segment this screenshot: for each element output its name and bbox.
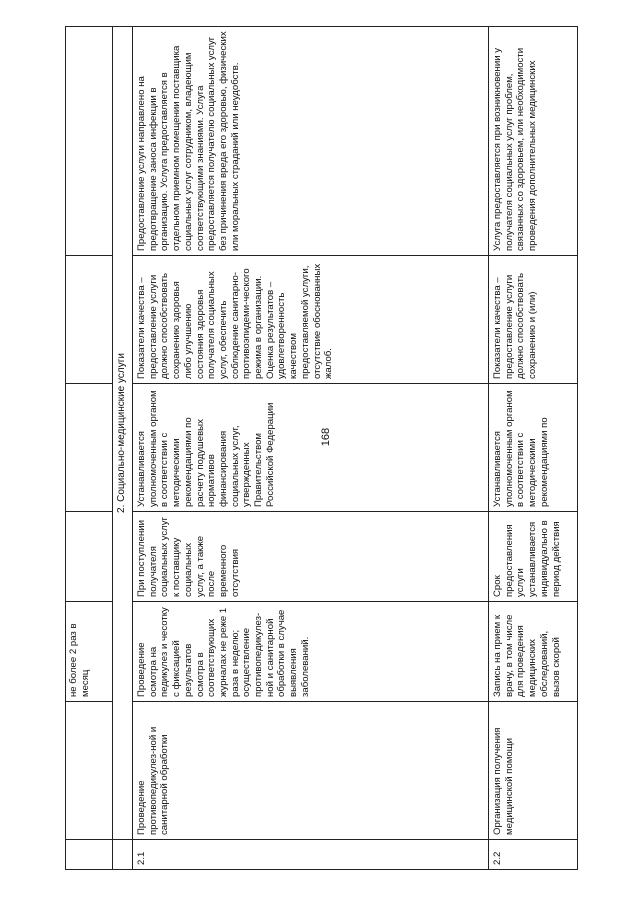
services-table: [65, 26, 578, 870]
row-quality: Показатели качества – предоставление услуги должно способствовать сохранению здоровья либо улучшению состояния здоровья получателя социальных услуг, обеспечить соблюдение санитарно-противоэпидеми-ческого режима в организации. Оценка результатов – удовлетворенность качеством предоставляемой услуги, отсутствие обоснованных жалоб.: [133, 256, 489, 384]
row-service-name: Проведение противопедикулез-ной и санитарной обработки: [133, 702, 489, 840]
row-description: Проведение осмотра на педикулез и чесотку с фиксацией результатов осмотра в соответствующих журналах не реже 1 раза в неделю; осуществление противопедикулез-ной и санитарной обработки в случае выявления заболеваний.: [133, 602, 489, 702]
section-header-spacer: [113, 840, 133, 870]
section-header-row: [113, 27, 133, 870]
row-description: Запись на прием к врачу, в том числе для проведения медицинских обследований, вызов скорой: [489, 602, 578, 702]
continuation-row: [66, 27, 113, 870]
continuation-periodicity: не более 2 раз в месяц: [66, 602, 113, 702]
row-conditions: Предоставление услуги направлено на предотвращение заноса инфекции в организацию. Услуга предоставляется в отдельном приемном помещении поставщика социальных услуг сотрудником, владеющим соответствующими знаниями. Услуга предоставляется получателю социальных услуг без причинения вреда его здоровью, физических или моральных страданий или неудобств.: [133, 27, 489, 256]
continuation-cell-conditions: [66, 27, 113, 256]
continuation-cell-service: [66, 702, 113, 840]
table-row: [133, 27, 489, 870]
row-tariff: Устанавливается уполномоченным органом в соответствии с методическими рекомендациями по расчету подушевых нормативов финансирования социальных услуг, утвержденных Правительством Российской Федерации: [133, 384, 489, 512]
table-row: [489, 27, 578, 870]
continuation-cell-timing: [66, 512, 113, 602]
continuation-cell-quality: [66, 256, 113, 384]
row-timing: При поступлении получателя социальных услуг к поставщику социальных услуг, а также после временного отсутствия: [133, 512, 489, 602]
services-table-rotated: [65, 27, 577, 870]
page-number: 168: [320, 427, 332, 447]
row-tariff: Устанавливается уполномоченным органом в соответствии с методическими рекомендациями по: [489, 384, 578, 512]
services-table-wrapper: [65, 27, 577, 870]
section-title: 2. Социально-медицинские услуги: [113, 27, 133, 840]
row-quality: Показатели качества – предоставление услуги должно способствовать сохранению и (или): [489, 256, 578, 384]
row-service-name: Организация получения медицинской помощи: [489, 702, 578, 840]
row-number: 2.1: [133, 840, 489, 870]
row-conditions: Услуга предоставляется при возникновении у получателя социальных услуг проблем, связанных со здоровьем, или необходимости проведения дополнительных медицинских: [489, 27, 578, 256]
row-number: 2.2: [489, 840, 578, 870]
row-timing: Срок предоставления услуги устанавливается индивидуально в период действия: [489, 512, 578, 602]
continuation-cell-number: [66, 840, 113, 870]
continuation-cell-tariff: [66, 384, 113, 512]
